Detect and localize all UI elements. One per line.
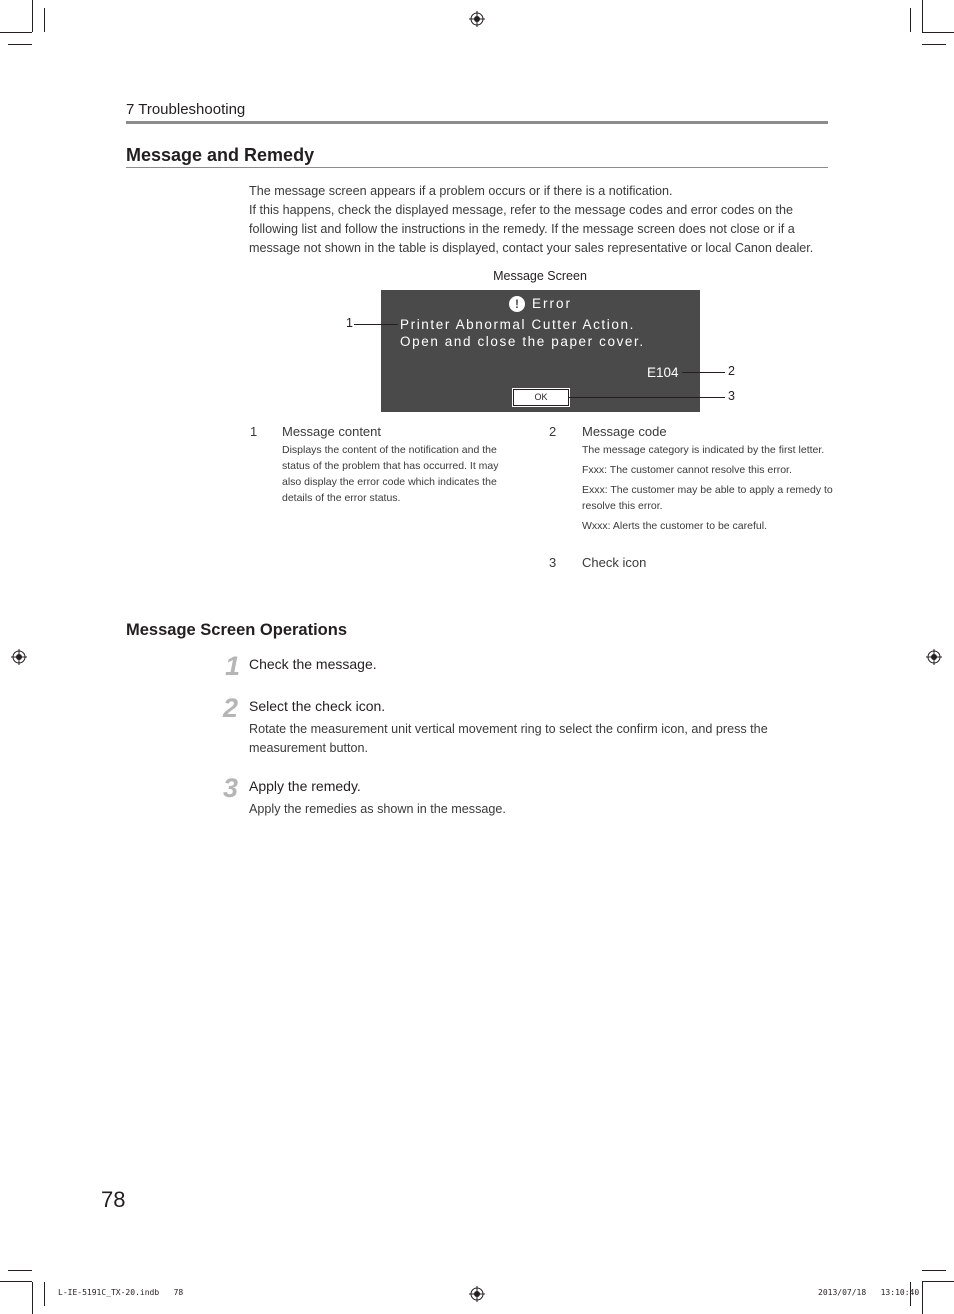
crop-mark xyxy=(32,0,33,32)
crop-mark xyxy=(44,1282,45,1306)
legend-description xyxy=(582,442,834,538)
legend-description-line: Wxxx: Alerts the customer to be careful. xyxy=(582,520,767,532)
crop-mark xyxy=(922,44,946,45)
message-content xyxy=(400,316,645,350)
legend-description-line: Exxx: The customer may be able to apply a remedy to resolve this error. xyxy=(582,484,833,512)
error-title: Error xyxy=(532,296,572,311)
legend-label: Check icon xyxy=(582,555,647,570)
figure-caption: Message Screen xyxy=(493,269,587,283)
registration-mark-icon xyxy=(469,11,485,27)
crop-mark xyxy=(922,0,923,32)
step-number: 1 xyxy=(225,651,241,681)
legend-description-line: Displays the content of the notification and the status of the problem that has occurred. It may also display the error code which indicates the details of the error status. xyxy=(282,444,499,504)
callout-leader xyxy=(568,397,725,398)
legend-number: 1 xyxy=(250,424,258,439)
page-number: 78 xyxy=(101,1187,126,1212)
legend-label: Message code xyxy=(582,424,667,439)
message-line: Printer Abnormal Cutter Action. xyxy=(400,317,635,332)
legend-label: Message content xyxy=(282,424,382,439)
step-title: Select the check icon. xyxy=(249,698,386,714)
crop-mark xyxy=(922,1270,946,1271)
registration-mark-icon xyxy=(469,1286,485,1302)
callout-number: 2 xyxy=(728,364,735,378)
legend-description-line: The message category is indicated by the first letter. xyxy=(582,444,825,456)
chapter-rule xyxy=(126,121,828,124)
ok-button[interactable]: OK xyxy=(513,389,569,406)
step-description: Apply the remedies as shown in the message. xyxy=(249,802,506,816)
legend-number: 2 xyxy=(549,424,557,439)
callout-number: 1 xyxy=(346,316,353,330)
crop-mark xyxy=(922,1282,923,1314)
operations-title: Message Screen Operations xyxy=(126,621,348,639)
callout-leader xyxy=(354,324,398,325)
error-icon: ! xyxy=(509,296,525,312)
slug-timestamp: 2013/07/18 13:10:40 xyxy=(818,1288,920,1297)
intro-paragraph: The message screen appears if a problem occurs or if there is a notification. xyxy=(249,184,673,198)
step-number: 2 xyxy=(223,693,239,723)
legend-description-line: Fxxx: The customer cannot resolve this error. xyxy=(582,464,792,476)
registration-mark-icon xyxy=(926,649,942,665)
crop-mark xyxy=(0,1281,32,1282)
step-number: 3 xyxy=(223,773,239,803)
crop-mark xyxy=(44,8,45,32)
crop-mark xyxy=(0,32,32,33)
crop-mark xyxy=(922,32,954,33)
chapter-header: 7 Troubleshooting xyxy=(126,101,246,118)
intro-paragraph: If this happens, check the displayed message, refer to the message codes and error codes on the following list and follow the instructions in the remedy. If the message screen does not close or if a message not shown in the table is displayed, contact your sales representative or local Canon dealer. xyxy=(249,203,814,255)
message-line: Open and close the paper cover. xyxy=(400,334,645,349)
registration-mark-icon xyxy=(11,649,27,665)
slug-filename: L-IE-5191C_TX-20.indb 78 xyxy=(58,1288,184,1297)
crop-mark xyxy=(8,44,32,45)
message-code: E104 xyxy=(647,365,679,380)
crop-mark xyxy=(910,8,911,32)
step-title: Check the message. xyxy=(249,656,377,672)
step-title: Apply the remedy. xyxy=(249,778,361,794)
step-description: Rotate the measurement unit vertical movement ring to select the confirm icon, and press the measurement button. xyxy=(249,722,768,755)
crop-mark xyxy=(8,1270,32,1271)
legend-description xyxy=(282,442,517,510)
intro-text xyxy=(249,182,834,258)
section-title: Message and Remedy xyxy=(126,145,315,165)
callout-leader xyxy=(682,372,725,373)
legend-number: 3 xyxy=(549,555,557,570)
crop-mark xyxy=(32,1282,33,1314)
callout-number: 3 xyxy=(728,389,735,403)
section-rule xyxy=(126,167,828,168)
crop-mark xyxy=(922,1281,954,1282)
